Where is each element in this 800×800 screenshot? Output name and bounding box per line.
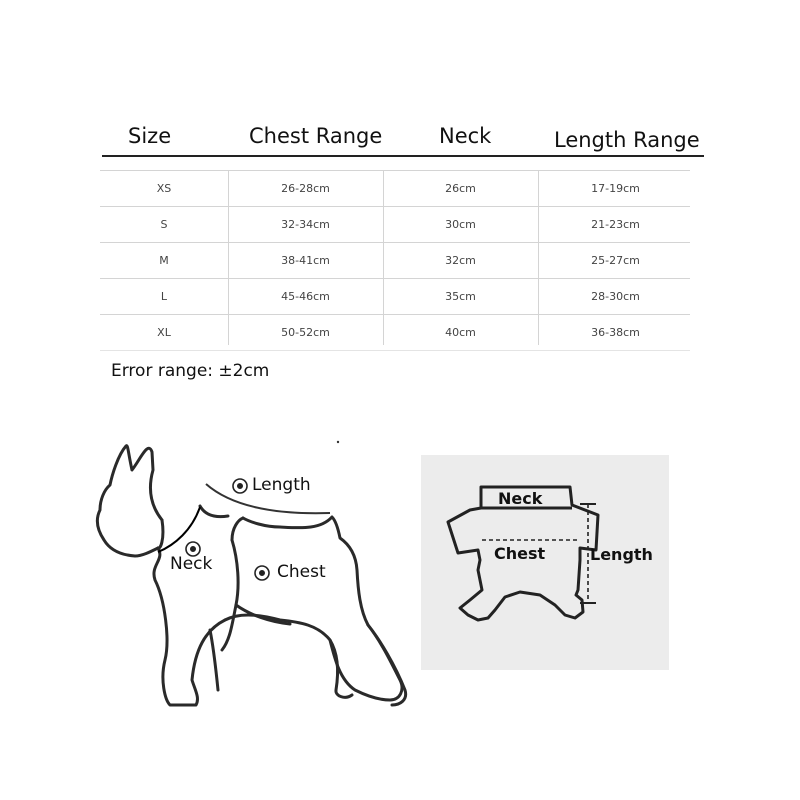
cell-chest: 26-28cm <box>281 182 330 195</box>
dog-chest-label: Chest <box>277 562 326 582</box>
cell-length: 25-27cm <box>591 254 640 267</box>
cell-neck: 35cm <box>445 290 476 303</box>
cell-size: XS <box>156 182 172 195</box>
dog-neck-label: Neck <box>170 554 213 574</box>
cell-size: L <box>160 290 168 303</box>
cell-size: M <box>159 254 169 267</box>
cell-chest: 32-34cm <box>281 218 330 231</box>
cell-neck: 32cm <box>445 254 476 267</box>
header-length-range: Length Range <box>554 128 700 152</box>
cell-length: 21-23cm <box>591 218 640 231</box>
garment-neck-label: Neck <box>498 489 543 508</box>
cell-size: XL <box>157 326 171 339</box>
cell-chest: 38-41cm <box>281 254 330 267</box>
cell-neck: 40cm <box>445 326 476 339</box>
dog-length-label: Length <box>252 475 311 495</box>
error-range-note: Error range: ±2cm <box>111 361 270 381</box>
garment-chest-label: Chest <box>494 544 546 563</box>
cell-neck: 30cm <box>445 218 476 231</box>
cell-length: 17-19cm <box>591 182 640 195</box>
cell-length: 36-38cm <box>591 326 640 339</box>
header-size: Size <box>128 124 172 148</box>
cell-chest: 50-52cm <box>281 326 330 339</box>
cell-neck: 26cm <box>445 182 476 195</box>
cell-size: S <box>160 218 168 231</box>
header-neck: Neck <box>439 124 492 148</box>
garment-length-label: Length <box>590 545 653 564</box>
cell-chest: 45-46cm <box>281 290 330 303</box>
header-chest-range: Chest Range <box>249 124 383 148</box>
cell-length: 28-30cm <box>591 290 640 303</box>
